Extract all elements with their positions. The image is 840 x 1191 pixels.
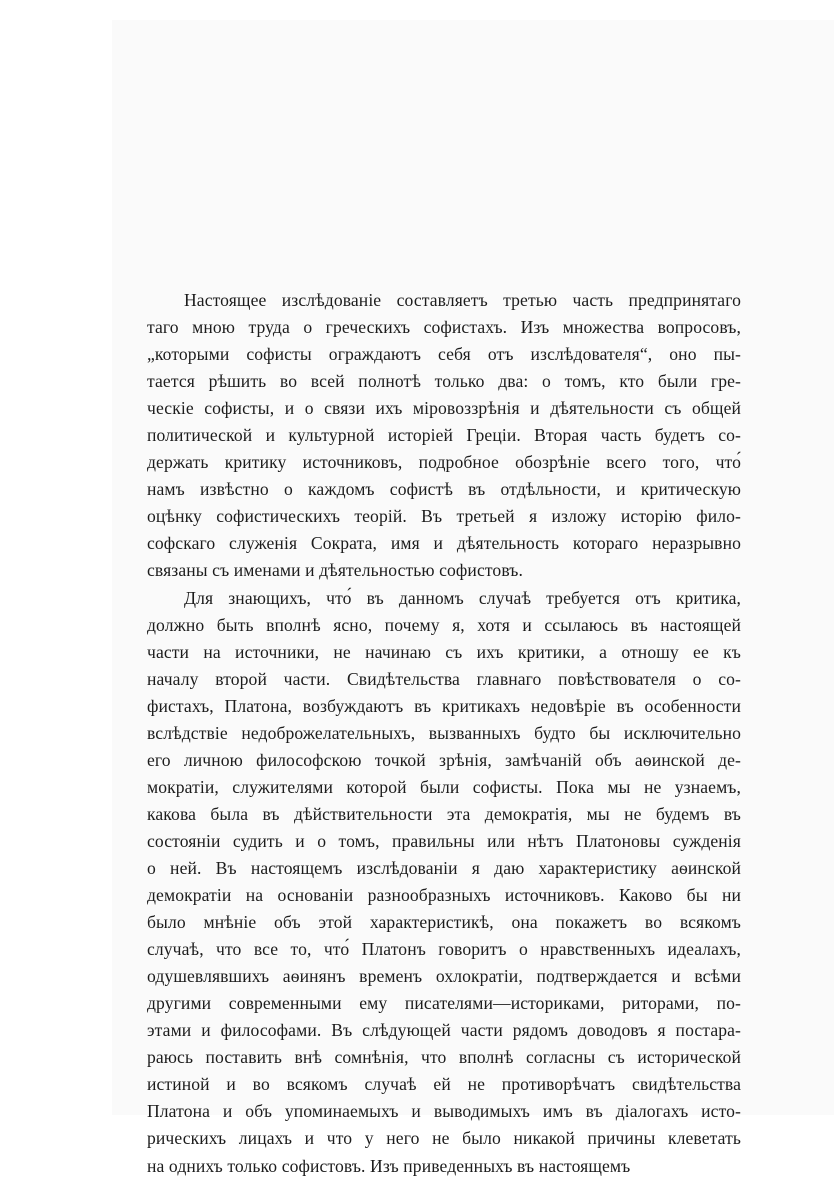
text-line: одушевлявшихъ аѳинянъ временъ охлократіи, подтверждается и всѣми — [147, 966, 741, 987]
text-line: должно быть вполнѣ ясно, почему я, хотя и ссылаюсь въ настоящей — [147, 614, 741, 635]
text-line: раюсь поставить внѣ сомнѣнія, что вполнѣ согласны съ исторической — [147, 1047, 741, 1068]
text-line: вслѣдствіе недоброжелательныхъ, вызванныхъ будто бы исключительно — [147, 722, 741, 743]
text-line: мократіи, служителями которой были софисты. Пока мы не узнаемъ, — [147, 776, 741, 797]
text-line: „которыми софисты ограждаютъ себя отъ изслѣдователя“, оно пы- — [147, 344, 741, 365]
text-line: ческіе софисты, и о связи ихъ міровоззрѣнія и дѣятельности съ общей — [147, 398, 741, 419]
text-line: Для знающихъ, что́ въ данномъ случаѣ требуется отъ критика, — [184, 587, 741, 608]
text-line: рическихъ лицахъ и что у него не было никакой причины клеветать — [147, 1128, 741, 1149]
text-line: демократіи на основаніи разнообразныхъ источниковъ. Каково бы ни — [147, 885, 741, 906]
text-line: этами и философами. Въ слѣдующей части рядомъ доводовъ я постара- — [147, 1020, 741, 1041]
text-line: части на источники, не начинаю съ ихъ критики, а отношу ее къ — [147, 641, 741, 662]
text-line: о ней. Въ настоящемъ изслѣдованіи я даю характеристику аѳинской — [147, 857, 741, 878]
paragraph — [147, 287, 741, 585]
text-line: держать критику источниковъ, подробное обозрѣніе всего того, что́ — [147, 452, 741, 473]
text-line: намъ извѣстно о каждомъ софистѣ въ отдѣльности, и критическую — [147, 479, 741, 500]
paragraph — [147, 585, 741, 1180]
text-line: истиной и во всякомъ случаѣ ей не противорѣчатъ свидѣтельства — [147, 1074, 741, 1095]
text-line: началу второй части. Свидѣтельства главнаго повѣствователя о со- — [147, 668, 741, 689]
text-line: Настоящее изслѣдованіе составляетъ третью часть предпринятаго — [184, 290, 741, 310]
text-line: таго мною труда о греческихъ софистахъ. Изъ множества вопросовъ, — [147, 317, 741, 338]
text-line: другими современными ему писателями—историками, риторами, по- — [147, 993, 741, 1014]
text-line: оцѣнку софистическихъ теорій. Въ третьей я изложу исторію фило- — [147, 506, 741, 527]
text-line: было мнѣніе объ этой характеристикѣ, она покажетъ во всякомъ — [147, 912, 741, 933]
text-line: Платона и объ упоминаемыхъ и выводимыхъ имъ въ діалогахъ исто- — [147, 1101, 741, 1122]
text-line: случаѣ, что все то, что́ Платонъ говоритъ о нравственныхъ идеалахъ, — [147, 939, 741, 960]
text-line: тается рѣшить во всей полнотѣ только два: о томъ, кто были гре- — [147, 371, 741, 392]
body-text — [147, 287, 741, 1180]
text-line: на однихъ только софистовъ. Изъ приведенныхъ въ настоящемъ — [147, 1155, 631, 1176]
text-line: фистахъ, Платона, возбуждаютъ въ критикахъ недовѣріе въ особенности — [147, 695, 741, 716]
text-line: какова была въ дѣйствительности эта демократія, мы не будемъ въ — [147, 803, 741, 824]
text-line: состояніи судить и о томъ, правильны или нѣтъ Платоновы сужденія — [147, 830, 741, 851]
text-line: его личною философскою точкой зрѣнія, замѣчаній объ аѳинской де- — [147, 749, 741, 770]
text-line: политической и культурной исторіей Греціи. Вторая часть будетъ со- — [147, 425, 741, 446]
text-line: связаны съ именами и дѣятельностью софистовъ. — [147, 560, 523, 581]
text-line: софскаго служенія Сократа, имя и дѣятельность котораго неразрывно — [147, 533, 741, 554]
